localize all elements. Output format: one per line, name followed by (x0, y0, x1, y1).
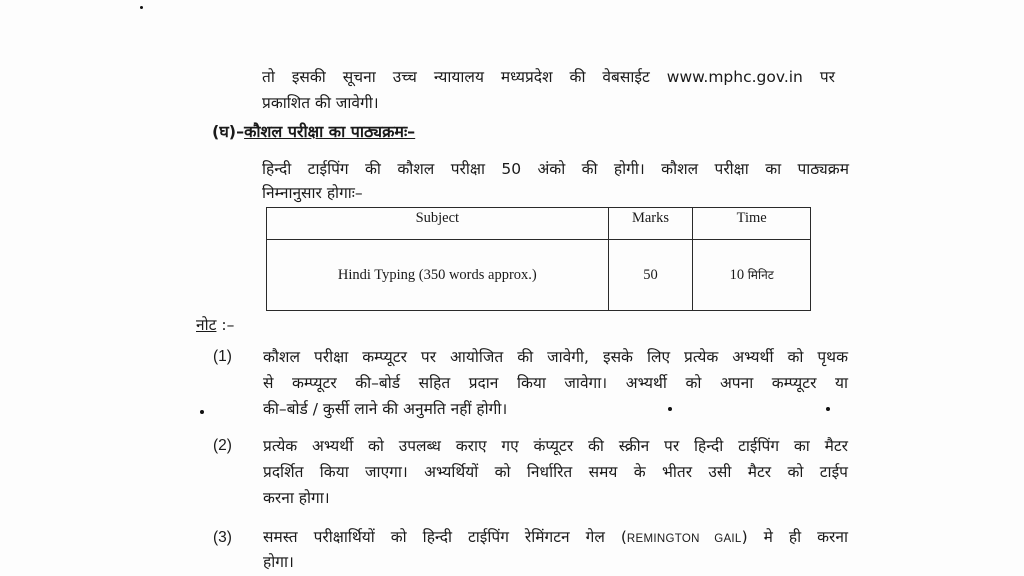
scan-speck (200, 410, 204, 414)
intro-line-1: हिन्दी टाईपिंग की कौशल परीक्षा 50 अंको की होगी। कौशल परीक्षा का पाठ्यक्रम (262, 160, 849, 178)
item-3-line-1-c: ) मे ही करना (741, 528, 849, 546)
note-label-suffix: :– (216, 316, 235, 334)
note-label (196, 313, 234, 335)
top-paragraph-line-1: तो इसकी सूचना उच्च न्यायालय मध्यप्रदेश की वेबसाईट www.mphc.gov.in पर (262, 68, 835, 86)
item-2-line-3: करना होगा। (263, 489, 330, 507)
top-paragraph-line-2: प्रकाशित की जावेगी। (262, 94, 379, 112)
note-label-text: नोट (196, 316, 217, 334)
item-number: (2) (213, 437, 232, 454)
header-marks: Marks (608, 208, 693, 240)
cell-marks: 50 (608, 240, 693, 311)
table-row (267, 240, 811, 311)
item-1-line-1: कौशल परीक्षा कम्प्यूटर पर आयोजित की जावेगी, इसके लिए प्रत्येक अभ्यर्थी को पृथक (263, 348, 848, 366)
item-2-line-1: प्रत्येक अभ्यर्थी को उपलब्ध कराए गए कंप्यूटर की स्क्रीन पर हिन्दी टाईपिंग का मैटर (263, 437, 848, 455)
cell-time (693, 240, 811, 311)
table-header-row (267, 208, 811, 240)
header-subject: Subject (267, 208, 609, 240)
time-unit: मिनिट (747, 268, 774, 282)
item-number: (1) (213, 348, 232, 365)
syllabus-table (266, 207, 811, 311)
intro-line-2: निम्नानुसार होगाः– (262, 184, 363, 202)
section-prefix: (घ)– (212, 122, 245, 141)
time-number: 10 (729, 267, 745, 283)
item-2-line-2: प्रदर्शित किया जाएगा। अभ्यर्थियों को निर्धारित समय के भीतर उसी मैटर को टाईप (263, 463, 848, 481)
section-title: कौशल परीक्षा का पाठ्यक्रमः– (244, 122, 416, 141)
item-1-line-2: से कम्प्यूटर की–बोर्ड सहित प्रदान किया जावेगा। अभ्यर्थी को अपना कम्प्यूटर या (263, 374, 848, 392)
item-3-line-2: होगा। (263, 553, 294, 571)
item-3-line-1 (263, 526, 848, 550)
header-time: Time (693, 208, 811, 240)
section-heading (212, 120, 415, 142)
scan-speck (826, 407, 830, 411)
cell-subject: Hindi Typing (350 words approx.) (267, 240, 609, 311)
item-3-latin-term: REMINGTON GAIL (626, 533, 742, 545)
item-1-line-3: की–बोर्ड / कुर्सी लाने की अनुमति नहीं होगी। (263, 400, 508, 418)
scan-speck (668, 407, 672, 411)
scan-speck (140, 6, 143, 9)
item-number: (3) (213, 529, 232, 546)
item-3-line-1-a: समस्त परीक्षार्थियों को हिन्दी टाईपिंग रेमिंगटन गेल ( (263, 528, 627, 546)
